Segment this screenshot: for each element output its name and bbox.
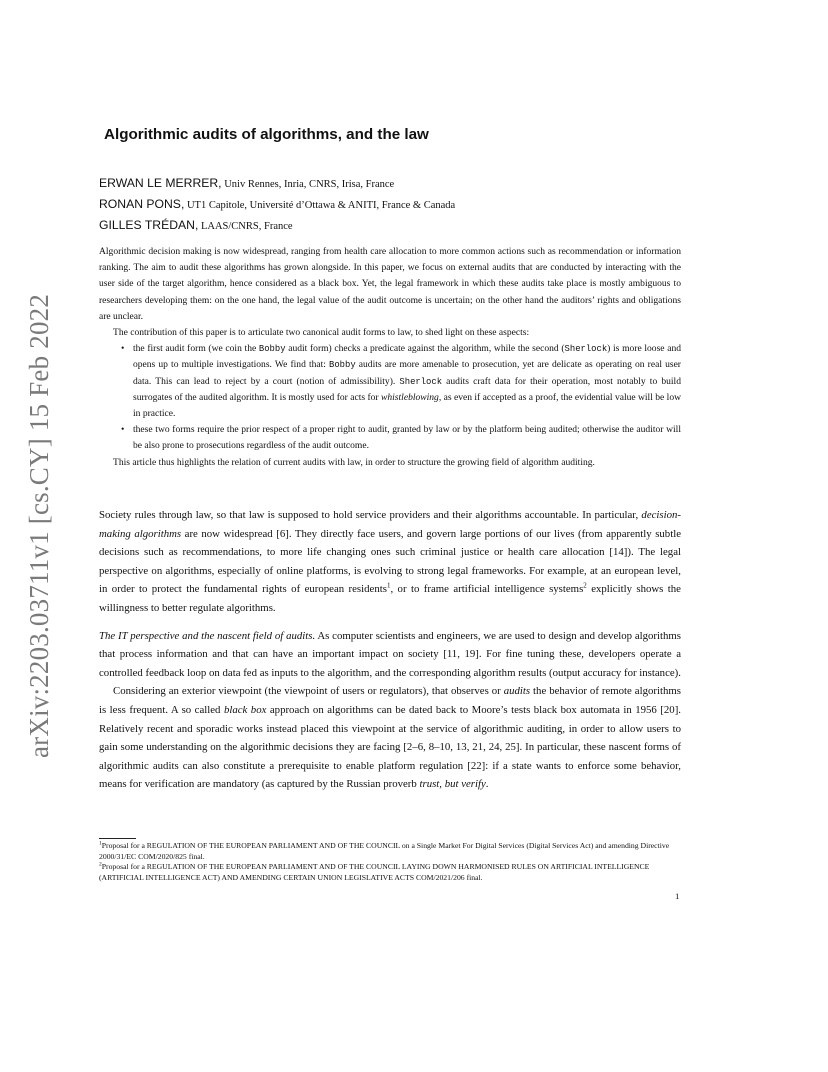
- code-term: Sherlock: [399, 376, 443, 387]
- footnote-2: [99, 862, 683, 883]
- body-paragraph-1: [99, 506, 681, 618]
- author-name: GILLES TRÉDAN,: [99, 218, 199, 232]
- body-paragraph-3: [99, 682, 681, 794]
- author-2: [99, 194, 455, 215]
- text-span: Society rules through law, so that law is supposed to hold service providers and their algorithms accountable. In particular,: [99, 509, 642, 521]
- abstract-bullet-2: • these two forms require the prior respect of a proper right to audit, granted by law or by the platform being audited; otherwise the auditor will be also prone to prosecutions regardless of the audit outcome.: [133, 422, 681, 454]
- body-text: [99, 506, 681, 794]
- code-term: Bobby: [329, 360, 356, 371]
- text-span: explicitly shows the willingness to better regulate algorithms.: [99, 583, 681, 614]
- footnote-text: Proposal for a REGULATION OF THE EUROPEAN PARLIAMENT AND OF THE COUNCIL on a Single Market For Digital Services (Digital Services Act) and amending Directive 2000/31/EC COM/2020/825 final.: [99, 841, 670, 861]
- footnote-mark[interactable]: 1: [386, 581, 391, 590]
- code-term: Bobby: [258, 344, 286, 355]
- author-1: [99, 173, 455, 194]
- emphasis: audits: [503, 685, 531, 698]
- author-name: RONAN PONS,: [99, 197, 185, 211]
- code-term: Sherlock: [564, 344, 608, 355]
- text-span: the first audit form (we coin the: [133, 343, 259, 355]
- abstract-paragraph: Algorithmic decision making is now widespread, ranging from health care allocation to more common actions such as recommendation or information ranking. The aim to audit these algorithms has grown alongside. In this paper, we focus on external audits that are conducted by interacting with the user side of the target algorithm, hence considered as a black box. Yet, the legal framework in which these audits take place is mostly ambiguous to researchers developing them: on the one hand, the legal value of the audit outcome is uncertain; on the other hand the auditors’ rights and obligations are unclear.: [99, 246, 681, 322]
- abstract-paragraph: This article thus highlights the relation of current audits with law, in order to structure the growing field of algorithm auditing.: [113, 456, 595, 468]
- text-span: approach on algorithms can be dated back to Moore’s tests black box automata in 1956 [20]. Relatively recent and sporadic works instead placed this viewpoint at the service of algorithmic auditing, in order to allow users to gain some understanding on the algorithmic decisions they are facing [2–6, 8–10, 13, 21, 24, 25]. In particular, these nascent forms of algorithmic audits can also constitute a prerequisite to enable platform regulation [22]: if a state wants to enforce some behavior, means for verification are mandatory (as captured by the Russian proverb: [99, 703, 681, 791]
- footnote-mark[interactable]: 2: [583, 581, 587, 590]
- body-paragraph-2: [99, 627, 681, 683]
- text-span: , or to frame artificial intelligence systems: [390, 583, 584, 596]
- paragraph-heading: The IT perspective and the nascent field of audits.: [99, 629, 316, 642]
- text-span: , as even if accepted as a proof, the evidential value will be low in practice.: [133, 391, 681, 420]
- footnote-text: Proposal for a REGULATION OF THE EUROPEAN PARLIAMENT AND OF THE COUNCIL LAYING DOWN HARMONISED RULES ON ARTIFICIAL INTELLIGENCE (ARTIFICIAL INTELLIGENCE ACT) AND AMENDING CERTAIN UNION LEGISLATIVE ACTS COM/2021/206 final.: [99, 862, 650, 882]
- footnote-mark: 2: [99, 861, 102, 868]
- emphasis: decision-making algorithms: [99, 509, 681, 540]
- footnote-divider: [99, 838, 136, 839]
- text-span: audits are more amenable to prosecution, yet are delicate as operating on real user data. This can lead to reject by a court (notion of admissibility).: [133, 359, 681, 387]
- text-span: .: [485, 778, 489, 791]
- footnote-mark: 1: [99, 840, 102, 847]
- footnotes: [99, 841, 683, 883]
- text-span: Considering an exterior viewpoint (the viewpoint of users or regulators), that observes or: [113, 685, 504, 698]
- text-span: audits craft data for their operation, most notably to build surrogates of the audited algorithm. It is mostly used for acts for: [133, 375, 681, 403]
- abstract-bullet-list: [99, 341, 681, 454]
- abstract-bullet-1: [133, 341, 681, 422]
- author-affiliation: Univ Rennes, Inria, CNRS, Irisa, France: [221, 179, 395, 190]
- arxiv-stamp: arXiv:2203.03711v1 [cs.CY] 15 Feb 2022: [24, 293, 54, 758]
- author-3: [99, 215, 455, 236]
- author-name: ERWAN LE MERRER,: [99, 176, 222, 190]
- text-span: As computer scientists and engineers, we are used to design and develop algorithms that process information and that can have an important impact on society [11, 19]. For fine tuning these, developers operate a controlled feedback loop on data fed as inputs to the algorithm, and the corresponding algorithm results (output accuracy for instance).: [99, 629, 682, 679]
- author-list: [99, 173, 455, 236]
- text-span: the behavior of remote algorithms is less frequent. A so called: [99, 685, 681, 716]
- page-number: 1: [675, 891, 680, 901]
- text-span: ) is more loose and opens up to multiple investigations. We find that:: [133, 343, 681, 371]
- text-span: audit form) checks a predicate against the algorithm, while the second (: [285, 343, 565, 355]
- paper-title: Algorithmic audits of algorithms, and the law: [104, 126, 429, 143]
- emphasis: trust, but verify: [419, 778, 486, 791]
- footnote-1: [99, 841, 683, 862]
- abstract-paragraph: The contribution of this paper is to articulate two canonical audit forms to law, to shed light on these aspects:: [113, 327, 530, 339]
- abstract: [99, 244, 681, 471]
- author-affiliation: LAAS/CNRS, France: [198, 221, 293, 232]
- author-affiliation: UT1 Capitole, Université d’Ottawa & ANITI, France & Canada: [184, 200, 456, 211]
- text-span: are now widespread [6]. They directly face users, and govern large portions of our lives (from apparently subtle decisions such as recommendations, to more life changing ones such criminal justice or health care allocation [14]). The legal perspective on algorithms, especially of online platforms, is evolving to strong legal frameworks. For example, at an european level, in order to protect the fundamental rights of european residents: [99, 527, 681, 596]
- emphasis: black box: [223, 703, 267, 716]
- emphasis: whistleblowing: [381, 391, 439, 403]
